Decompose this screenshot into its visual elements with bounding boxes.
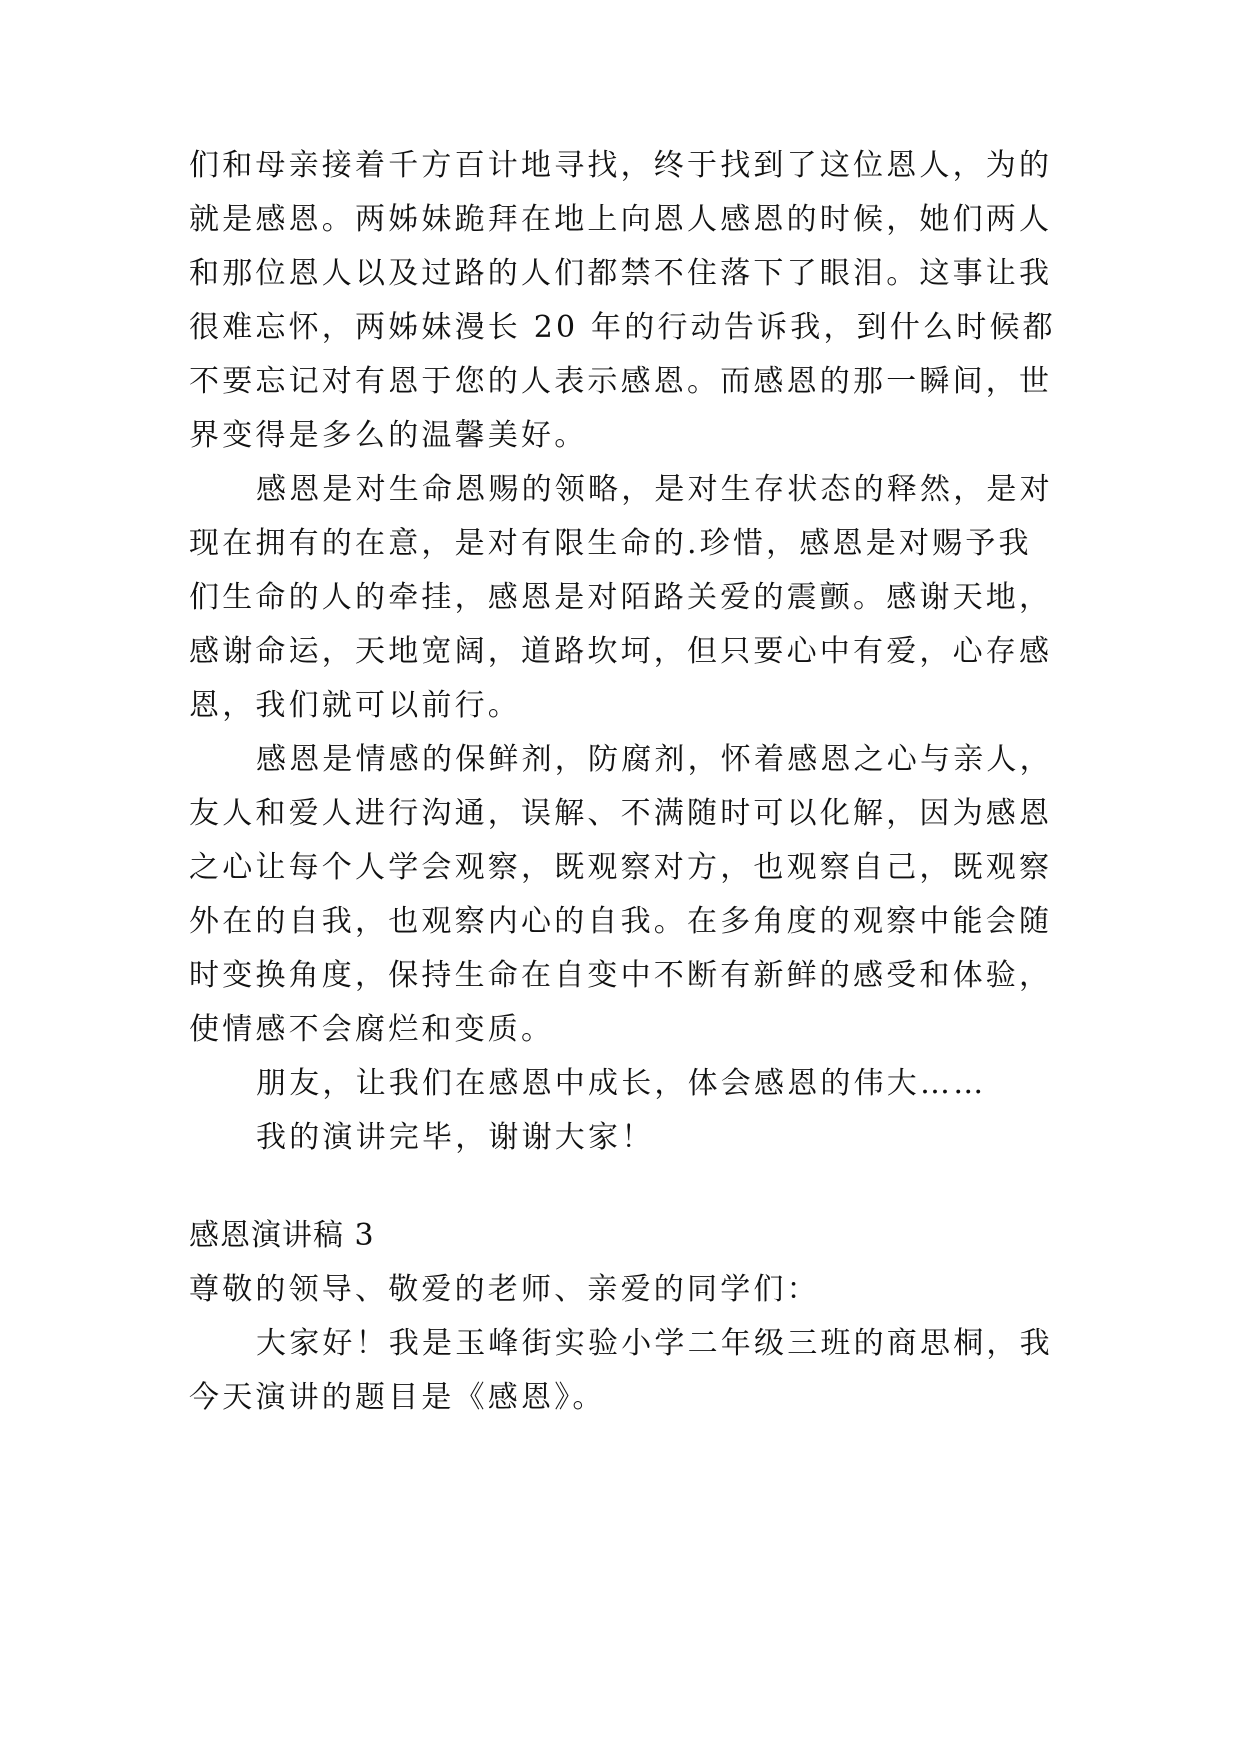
paragraph-line: 和那位恩人以及过路的人们都禁不住落下了眼泪。这事让我 xyxy=(189,256,1053,291)
paragraph-line: 之心让每个人学会观察，既观察对方，也观察自己，既观察 xyxy=(189,850,1053,885)
paragraph-line: 我的演讲完毕，谢谢大家！ xyxy=(256,1120,655,1155)
section-heading: 感恩演讲稿 3 xyxy=(189,1218,375,1253)
paragraph-line: 们生命的人的牵挂，感恩是对陌路关爱的震颤。感谢天地， xyxy=(189,580,1053,615)
paragraph-line: 们和母亲接着千方百计地寻找，终于找到了这位恩人，为的 xyxy=(189,148,1053,183)
paragraph-line: 今天演讲的题目是《感恩》。 xyxy=(189,1380,606,1415)
salutation-line: 尊敬的领导、敬爱的老师、亲爱的同学们： xyxy=(189,1272,820,1307)
paragraph-line: 感恩是对生命恩赐的领略，是对生存状态的释然，是对 xyxy=(256,472,1053,507)
paragraph-line: 就是感恩。两姊妹跪拜在地上向恩人感恩的时候，她们两人 xyxy=(189,202,1053,237)
paragraph-line: 大家好！我是玉峰街实验小学二年级三班的商思桐，我 xyxy=(256,1326,1053,1361)
paragraph-line: 恩，我们就可以前行。 xyxy=(189,688,521,723)
paragraph-line: 外在的自我，也观察内心的自我。在多角度的观察中能会随 xyxy=(189,904,1053,939)
paragraph-line: 友人和爱人进行沟通，误解、不满随时可以化解，因为感恩 xyxy=(189,796,1053,831)
paragraph-line: 朋友，让我们在感恩中成长，体会感恩的伟大…… xyxy=(256,1066,987,1101)
paragraph-line: 现在拥有的在意，是对有限生命的.珍惜，感恩是对赐予我 xyxy=(189,526,1032,561)
paragraph-line: 感恩是情感的保鲜剂，防腐剂，怀着感恩之心与亲人， xyxy=(256,742,1053,777)
paragraph-line: 界变得是多么的温馨美好。 xyxy=(189,418,588,453)
paragraph-line: 使情感不会腐烂和变质。 xyxy=(189,1012,555,1047)
paragraph-line: 不要忘记对有恩于您的人表示感恩。而感恩的那一瞬间，世 xyxy=(189,364,1053,399)
paragraph-line: 感谢命运，天地宽阔，道路坎坷，但只要心中有爱，心存感 xyxy=(189,634,1053,669)
paragraph-line: 时变换角度，保持生命在自变中不断有新鲜的感受和体验， xyxy=(189,958,1053,993)
paragraph-line: 很难忘怀，两姊妹漫长 20 年的行动告诉我，到什么时候都 xyxy=(189,310,1056,345)
